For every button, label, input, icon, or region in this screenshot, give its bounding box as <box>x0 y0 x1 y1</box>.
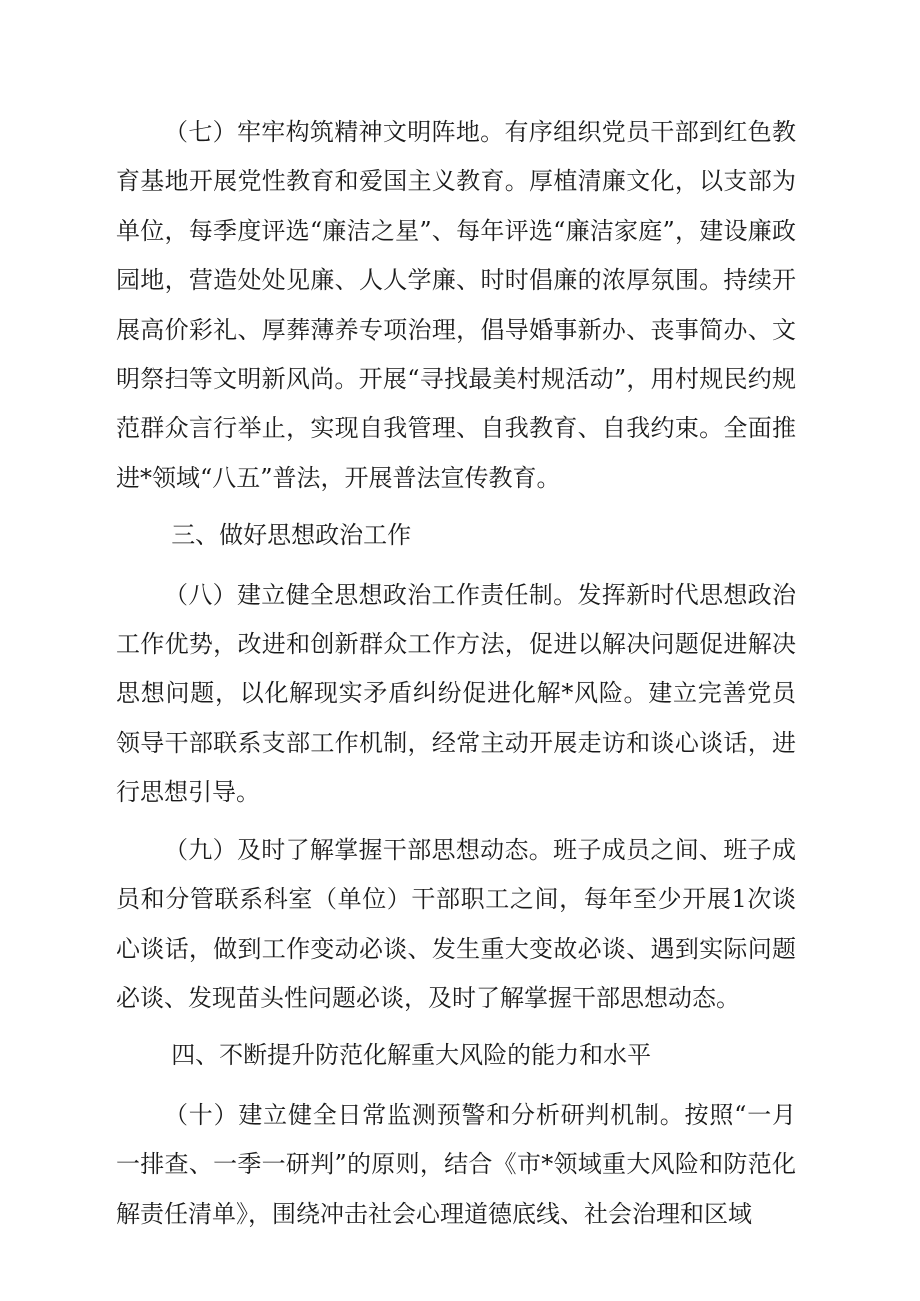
section-heading-3: 三、做好思想政治工作 <box>171 521 412 550</box>
paragraph-7: （七）牢牢构筑精神文明阵地。有序组织党员干部到红色教育基地开展党性教育和爱国主义教育。厚植清廉文化，以支部为单位，每季度评选“廉洁之星”、每年评选“廉洁家庭”，建设廉政园地，营造处处见廉、人人学廉、时时倡廉的浓厚氛围。持续开展高价彩礼、厚葬薄养专项治理，倡导婚事新办、丧事简办、文明祭扫等文明新风尚。开展“寻找最美村规活动”，用村规民约规范群众言行举止，实现自我管理、自我教育、自我约束。全面推进*领域“八五”普法，开展普法宣传教育。 <box>116 118 796 492</box>
paragraph-8: （八）建立健全思想政治工作责任制。发挥新时代思想政治工作优势，改进和创新群众工作方法，促进以解决问题促进解决思想问题，以化解现实矛盾纠纷促进化解*风险。建立完善党员领导干部联系支部工作机制，经常主动开展走访和谈心谈话，进行思想引导。 <box>116 580 796 807</box>
paragraph-9: （九）及时了解掌握干部思想动态。班子成员之间、班子成员和分管联系科室（单位）干部职工之间，每年至少开展1次谈心谈话，做到工作变动必谈、发生重大变故必谈、遇到实际问题必谈、发现苗头性问题必谈，及时了解掌握干部思想动态。 <box>116 835 796 1012</box>
section-heading-4: 四、不断提升防范化解重大风险的能力和水平 <box>171 1041 652 1070</box>
paragraph-10: （十）建立健全日常监测预警和分析研判机制。按照“一月一排查、一季一研判”的原则，结合《市*领域重大风险和防范化解责任清单》，围绕冲击社会心理道德底线、社会治理和区域 <box>116 1100 796 1228</box>
document-body <box>116 108 796 1239</box>
